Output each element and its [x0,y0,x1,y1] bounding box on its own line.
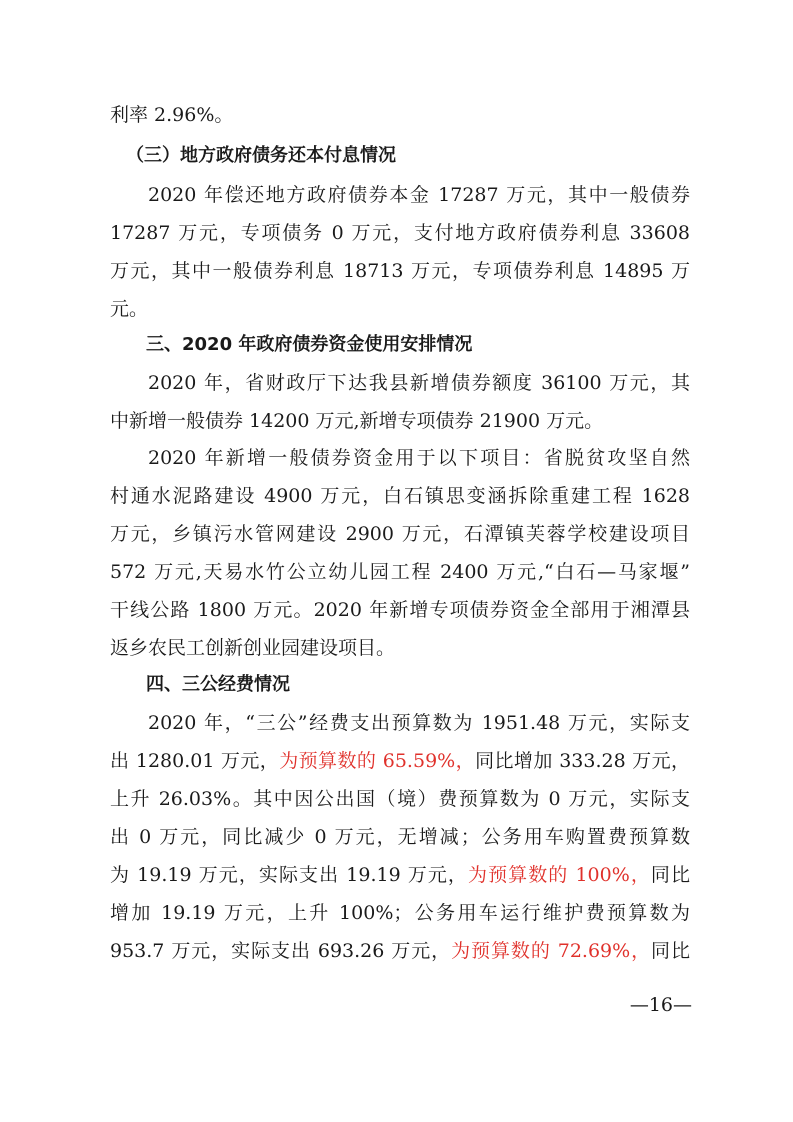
text-line: 中新增一般债券 14200 万元,新增专项债券 21900 万元。 [110,410,604,432]
text-line: 元。 [110,298,149,320]
text-line: 2020 年，省财政厅下达我县新增债券额度 36100 万元，其 [148,372,690,394]
text-line: 万元，乡镇污水管网建设 2900 万元，石潭镇芙蓉学校建设项目 [110,523,690,545]
text-line: 17287 万元，专项债务 0 万元，支付地方政府债券利息 33608 [110,222,690,244]
highlighted-ratio: 为预算数的 65.59%， [279,750,476,772]
text-line: 2020 年偿还地方政府债券本金 17287 万元，其中一般债券 [148,184,690,206]
text-segment: 953.7 万元，实际支出 693.26 万元， [110,940,452,962]
text-line: 干线公路 1800 万元。2020 年新增专项债券资金全部用于湘潭县 [110,599,690,621]
text-line: 2020 年新增一般债券资金用于以下项目：省脱贫攻坚自然 [148,447,690,469]
text-line: 增加 19.19 万元，上升 100%；公务用车运行维护费预算数为 [110,902,690,924]
text-segment: 同比 [651,940,690,962]
text-segment: 同比 [650,864,690,886]
text-line [110,742,690,780]
text-line: 返乡农民工创新创业园建设项目。 [110,637,396,659]
highlighted-ratio: 为预算数的 100%， [468,864,651,886]
text-line [110,856,690,894]
text-line [110,932,690,970]
text-segment: 出 1280.01 万元， [110,750,280,772]
section-heading-bond-usage: 三、2020 年政府债券资金使用安排情况 [146,334,473,355]
text-segment: 同比增加 333.28 万元， [475,750,690,772]
text-line: 2020 年，“三公”经费支出预算数为 1951.48 万元，实际支 [148,712,690,734]
text-segment: 为 19.19 万元，实际支出 19.19 万元， [110,864,468,886]
text-line: 出 0 万元，同比减少 0 万元，无增减；公务用车购置费预算数 [110,826,690,848]
section-heading-three-public-expenses: 四、三公经费情况 [146,674,290,695]
text-line: 万元，其中一般债券利息 18713 万元，专项债券利息 14895 万 [110,260,690,282]
text-line: 村通水泥路建设 4900 万元，白石镇思变涵拆除重建工程 1628 [110,485,690,507]
text-line: 572 万元,天易水竹公立幼儿园工程 2400 万元,“白石—马家堰” [110,561,690,583]
page-number: —16— [629,994,692,1016]
text-line: 上升 26.03%。其中因公出国（境）费预算数为 0 万元，实际支 [110,788,690,810]
text-line: 利率 2.96%。 [110,104,234,126]
highlighted-ratio: 为预算数的 72.69%， [451,940,652,962]
section-heading-debt-repayment: （三）地方政府债务还本付息情况 [126,145,396,166]
